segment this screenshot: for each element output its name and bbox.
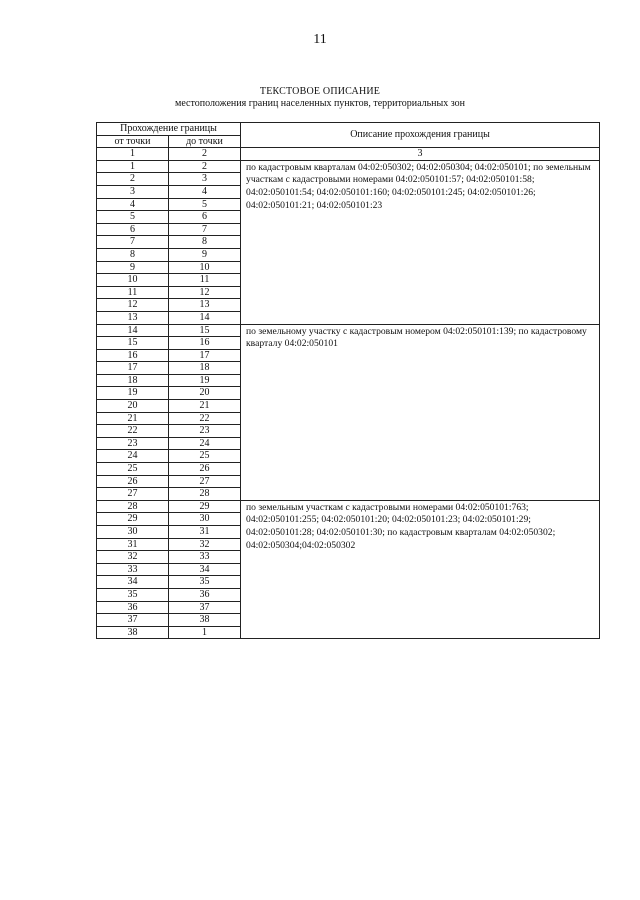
- to-point-cell: 18: [169, 362, 241, 375]
- to-point-cell: 29: [169, 500, 241, 513]
- to-point-cell: 17: [169, 349, 241, 362]
- to-point-cell: 35: [169, 576, 241, 589]
- from-point-cell: 37: [97, 614, 169, 627]
- from-point-cell: 20: [97, 400, 169, 413]
- from-point-cell: 11: [97, 286, 169, 299]
- from-point-cell: 25: [97, 463, 169, 476]
- to-point-cell: 5: [169, 198, 241, 211]
- table-row: [97, 500, 600, 513]
- from-point-cell: 2: [97, 173, 169, 186]
- description-cell: [241, 500, 600, 639]
- from-point-cell: 36: [97, 601, 169, 614]
- from-point-cell: 6: [97, 223, 169, 236]
- column-number: 3: [241, 148, 600, 161]
- from-point-cell: 18: [97, 374, 169, 387]
- from-point-cell: 15: [97, 337, 169, 350]
- to-point-cell: 24: [169, 437, 241, 450]
- header-from-point: от точки: [97, 135, 169, 148]
- from-point-cell: 17: [97, 362, 169, 375]
- from-point-cell: 24: [97, 450, 169, 463]
- from-point-cell: 16: [97, 349, 169, 362]
- from-point-cell: 21: [97, 412, 169, 425]
- table-row: [97, 324, 600, 337]
- to-point-cell: 21: [169, 400, 241, 413]
- to-point-cell: 31: [169, 526, 241, 539]
- table-row: [97, 160, 600, 173]
- to-point-cell: 15: [169, 324, 241, 337]
- from-point-cell: 28: [97, 500, 169, 513]
- description-cell: [241, 160, 600, 324]
- from-point-cell: 38: [97, 626, 169, 639]
- from-point-cell: 10: [97, 274, 169, 287]
- column-number: 1: [97, 148, 169, 161]
- to-point-cell: 27: [169, 475, 241, 488]
- header-boundary-passage: Прохождение границы: [97, 123, 241, 136]
- from-point-cell: 4: [97, 198, 169, 211]
- from-point-cell: 30: [97, 526, 169, 539]
- to-point-cell: 12: [169, 286, 241, 299]
- from-point-cell: 27: [97, 488, 169, 501]
- to-point-cell: 26: [169, 463, 241, 476]
- to-point-cell: 1: [169, 626, 241, 639]
- to-point-cell: 33: [169, 551, 241, 564]
- to-point-cell: 22: [169, 412, 241, 425]
- description-text: по кадастровым кварталам 04:02:050302; 04:02:050304; 04:02:050101; по земельным участкам с кадастровыми номерами 04:02:050101:57; 04:02:050101:58; 04:02:050101:54; 04:02:050101:160; 04:02:050101:245; 04:02:050101:26; 04:02:050101:21; 04:02:050101:23: [246, 161, 591, 211]
- to-point-cell: 10: [169, 261, 241, 274]
- document-subtitle: местоположения границ населенных пунктов, территориальных зон: [175, 98, 465, 109]
- from-point-cell: 9: [97, 261, 169, 274]
- from-point-cell: 12: [97, 299, 169, 312]
- page-number: 11: [313, 32, 327, 47]
- from-point-cell: 5: [97, 211, 169, 224]
- from-point-cell: 31: [97, 538, 169, 551]
- from-point-cell: 7: [97, 236, 169, 249]
- to-point-cell: 14: [169, 311, 241, 324]
- from-point-cell: 32: [97, 551, 169, 564]
- to-point-cell: 9: [169, 248, 241, 261]
- document-title: ТЕКСТОВОЕ ОПИСАНИЕ: [259, 86, 381, 97]
- to-point-cell: 6: [169, 211, 241, 224]
- to-point-cell: 34: [169, 563, 241, 576]
- column-number-row: [97, 148, 600, 161]
- from-point-cell: 26: [97, 475, 169, 488]
- to-point-cell: 11: [169, 274, 241, 287]
- table-body: [97, 160, 600, 639]
- from-point-cell: 13: [97, 311, 169, 324]
- from-point-cell: 35: [97, 588, 169, 601]
- from-point-cell: 14: [97, 324, 169, 337]
- header-to-point: до точки: [169, 135, 241, 148]
- from-point-cell: 34: [97, 576, 169, 589]
- from-point-cell: 22: [97, 425, 169, 438]
- boundary-table: [96, 122, 600, 639]
- from-point-cell: 23: [97, 437, 169, 450]
- to-point-cell: 7: [169, 223, 241, 236]
- from-point-cell: 1: [97, 160, 169, 173]
- header-description: Описание прохождения границы: [241, 123, 600, 148]
- header-row-group: [97, 123, 600, 136]
- column-number: 2: [169, 148, 241, 161]
- to-point-cell: 36: [169, 588, 241, 601]
- from-point-cell: 3: [97, 185, 169, 198]
- to-point-cell: 28: [169, 488, 241, 501]
- from-point-cell: 8: [97, 248, 169, 261]
- to-point-cell: 37: [169, 601, 241, 614]
- to-point-cell: 8: [169, 236, 241, 249]
- from-point-cell: 19: [97, 387, 169, 400]
- to-point-cell: 23: [169, 425, 241, 438]
- to-point-cell: 16: [169, 337, 241, 350]
- to-point-cell: 25: [169, 450, 241, 463]
- to-point-cell: 4: [169, 185, 241, 198]
- description-text: по земельным участкам с кадастровыми номерами 04:02:050101:763; 04:02:050101:255; 04:02:050101:20; 04:02:050101:23; 04:02:050101:29; 04:02:050101:28; 04:02:050101:30; по кадастровым кварталам 04:02:050302; 04:02:050304;04:02:050302: [246, 501, 556, 551]
- to-point-cell: 32: [169, 538, 241, 551]
- to-point-cell: 19: [169, 374, 241, 387]
- to-point-cell: 20: [169, 387, 241, 400]
- from-point-cell: 33: [97, 563, 169, 576]
- to-point-cell: 13: [169, 299, 241, 312]
- description-text: по земельному участку с кадастровым номером 04:02:050101:139; по кадастровому кварталу 04:02:050101: [246, 325, 587, 350]
- to-point-cell: 2: [169, 160, 241, 173]
- description-cell: [241, 324, 600, 500]
- to-point-cell: 38: [169, 614, 241, 627]
- from-point-cell: 29: [97, 513, 169, 526]
- to-point-cell: 3: [169, 173, 241, 186]
- to-point-cell: 30: [169, 513, 241, 526]
